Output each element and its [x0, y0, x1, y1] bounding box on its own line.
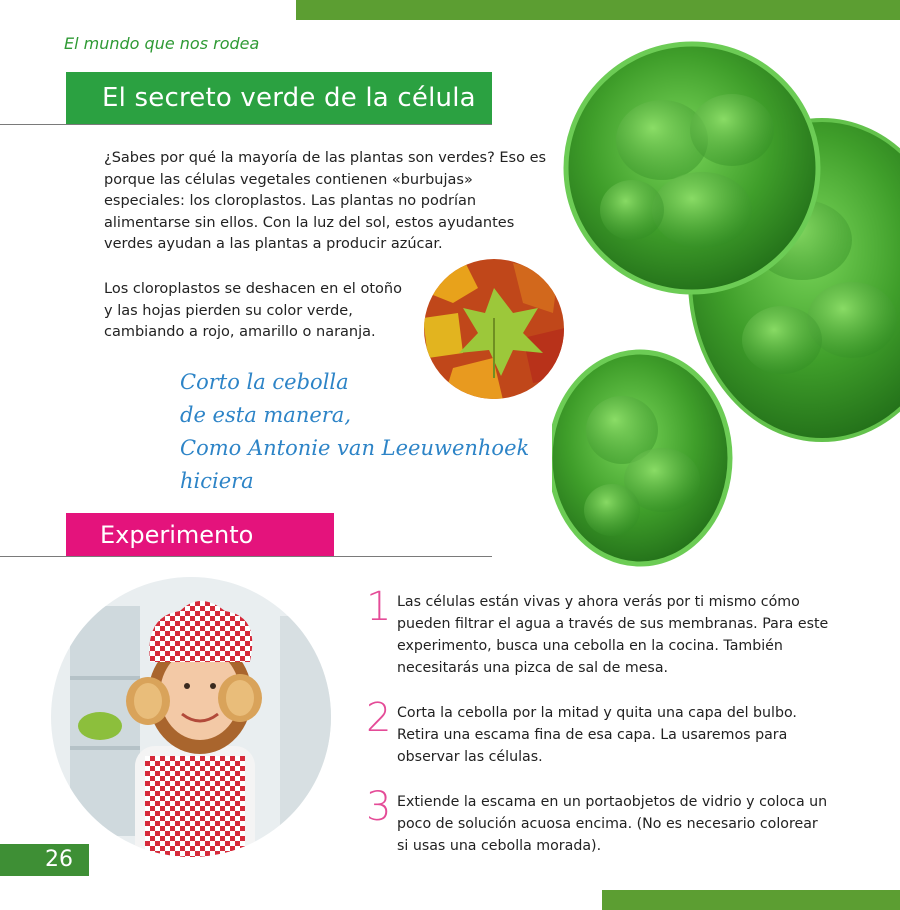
experiment-heading: Experimento: [66, 513, 334, 556]
poem-line-2: de esta manera,: [180, 403, 352, 427]
section-label: El mundo que nos rodea: [64, 34, 260, 53]
top-decor-bar: [296, 0, 900, 20]
bottom-decor-bar: [602, 890, 900, 910]
intro-paragraph-2: Los cloroplastos se deshacen en el otoño y las hojas pierden su color verde, cambiando a rojo, amarillo o naranja.: [104, 281, 402, 340]
poem-line-1: Corto la cebolla: [180, 370, 349, 394]
step-text: Las células están vivas y ahora verás por ti mismo cómo pueden filtrar el agua a través de sus membranas. Para este experimento, busca una cebolla en la cocina. También necesitarás una pizca de sal de mesa.: [397, 594, 829, 676]
page-number: 26: [0, 844, 89, 876]
intro-paragraph-1: ¿Sabes por qué la mayoría de las plantas son verdes? Eso es porque las células vegetales contienen «burbujas» especiales: los cloroplastos. Las plantas no podrían alimentarse sin ellos. Con la luz del sol, estos ayudantes verdes ayudan a las plantas a producir azúcar.: [104, 150, 547, 252]
step-number: 3: [366, 784, 392, 830]
poem-line-3: Como Antonie van Leeuwenhoek: [180, 436, 530, 460]
step-number: 2: [366, 695, 392, 741]
girl-with-onions-photo: [50, 576, 332, 858]
page-title: El secreto verde de la célula: [66, 72, 492, 124]
poem-line-4: hiciera: [180, 469, 254, 493]
plant-cells-illustration: [552, 40, 900, 570]
title-rule: [0, 124, 492, 125]
poem: [180, 366, 540, 498]
step-text: Extiende la escama en un portaobjetos de vidrio y coloca un poco de solución acuosa encima. (No es necesario colorear si usas una cebolla morada).: [397, 794, 828, 854]
step-text: Corta la cebolla por la mitad y quita una capa del bulbo. Retira una escama fina de esa capa. La usaremos para observar las células.: [397, 705, 797, 765]
step-number: 1: [366, 584, 392, 630]
experiment-rule: [0, 556, 492, 557]
